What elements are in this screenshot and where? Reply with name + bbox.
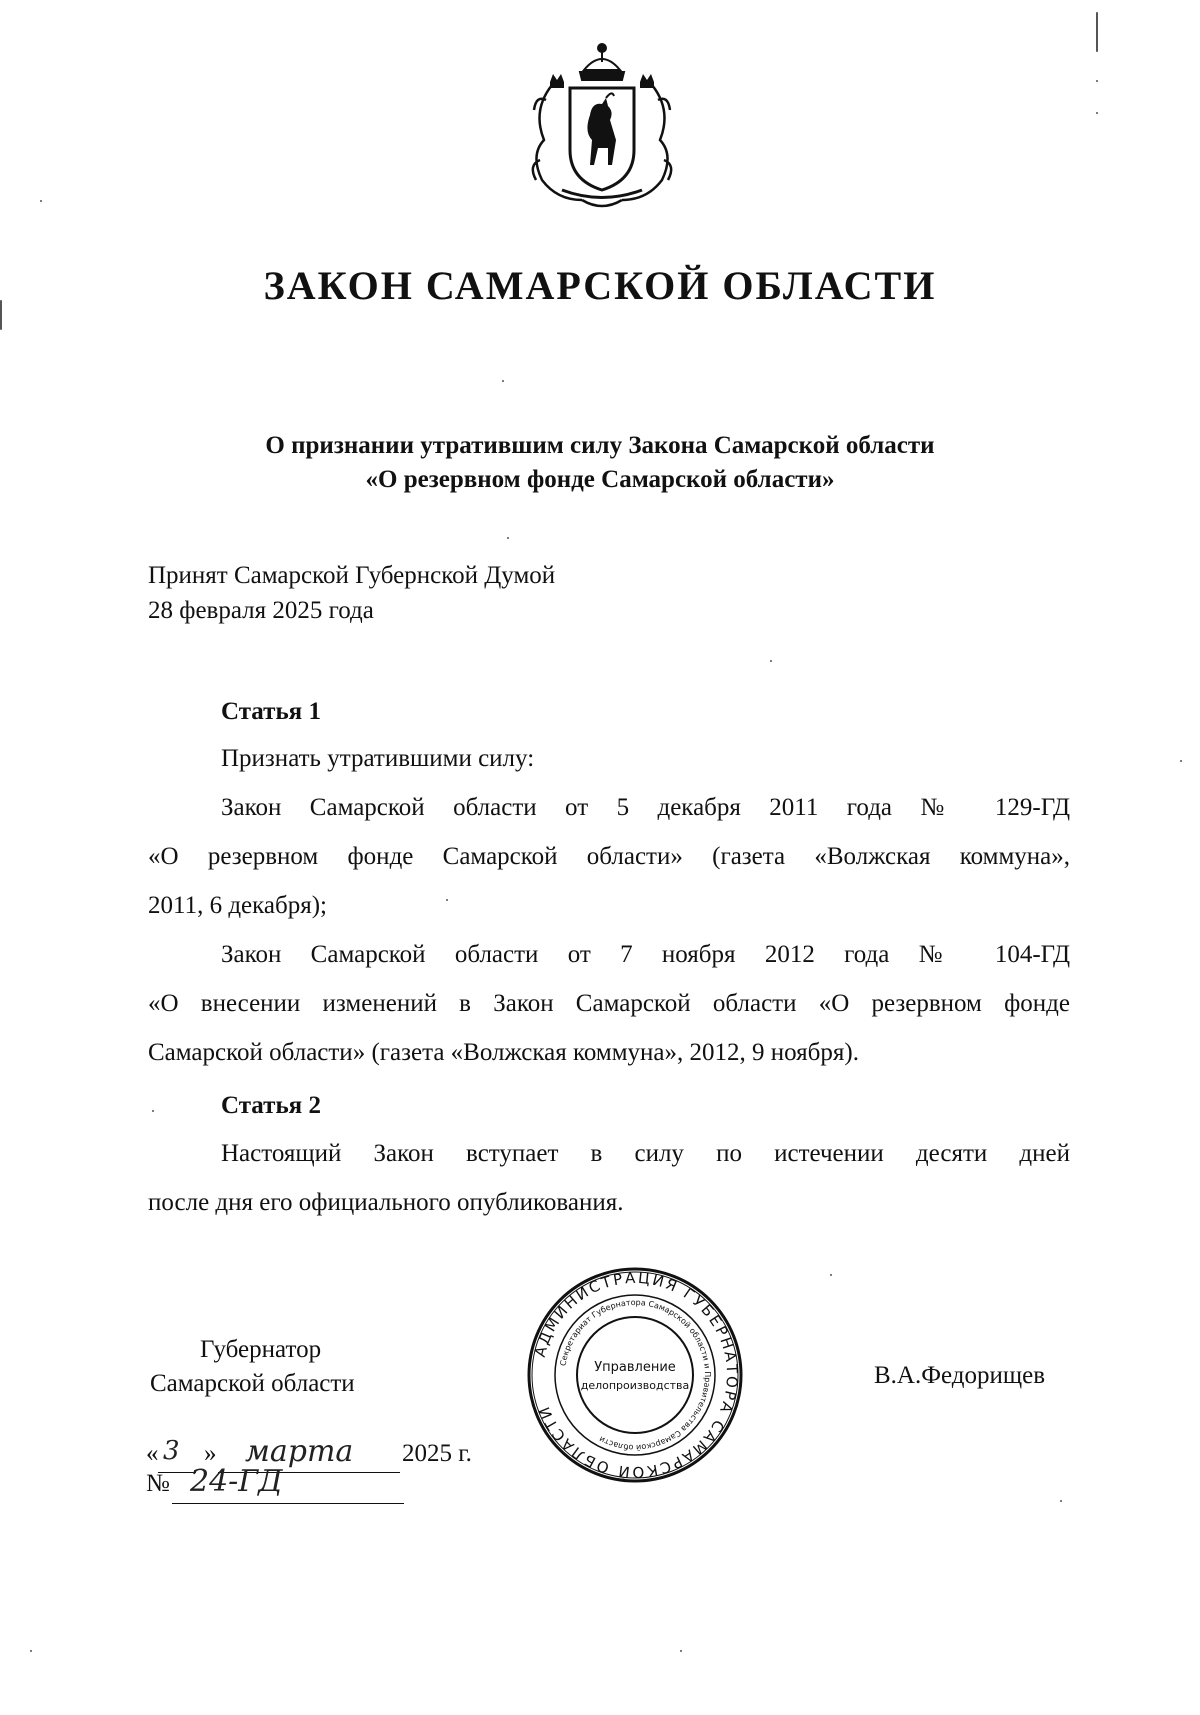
article1-item2-line3: Самарской области» (газета «Волжская коммуна», 2012, 9 ноября). [148,1039,859,1066]
scan-speck [770,660,772,662]
stamp-inner-ring-text: Секретариат Губернатора Самарской области и Правительства Самарской области [558,1297,713,1453]
handwritten-date-day: 3 [163,1436,180,1466]
article2-line2: после дня его официального опубликования. [148,1189,624,1216]
scan-speck [40,200,42,202]
law-subject-line2: «О резервном фонде Самарской области» [365,466,835,493]
stamp-center-line1: Управление [594,1360,676,1375]
coat-of-arms-icon [522,40,682,215]
scan-speck [830,1274,832,1276]
article2-line1: Настоящий Закон вступает в силу по истечении десяти дней [221,1140,1070,1167]
official-seal-stamp [525,1265,745,1485]
law-subject-line1: О признании утратившим силу Закона Самарской области [265,432,935,459]
article1-item1-line2: «О резервном фонде Самарской области» (газета «Волжская коммуна», [148,843,1070,870]
date-open-quote: « [146,1440,159,1467]
scan-speck [680,1650,682,1652]
stamp-outer-ring-text: АДМИНИСТРАЦИЯ ГУБЕРНАТОРА САМАРСКОЙ ОБЛАСТИ [530,1268,742,1482]
article1-intro: Признать утратившими силу: [221,745,535,772]
article1-heading: Статья 1 [221,698,321,725]
scan-speck [1180,760,1182,762]
signatory-position-line1: Губернатор [200,1336,322,1363]
adoption-date: 28 февраля 2025 года [148,597,374,624]
number-underline [172,1503,404,1504]
date-year: 2025 г. [402,1440,472,1467]
scan-speck [502,380,504,382]
article1-item1-line3: 2011, 6 декабря); [148,892,327,919]
article2-heading: Статья 2 [221,1092,321,1119]
handwritten-date-month: марта [245,1434,354,1469]
signatory-name: В.А.Федорищев [874,1362,1045,1389]
signatory-position-line2: Самарской области [150,1370,355,1397]
scan-speck [1060,1500,1062,1502]
number-sign: № [146,1470,170,1497]
scan-speck [446,899,448,901]
handwritten-law-number: 24-ГД [190,1464,283,1499]
scan-speck [152,1110,154,1112]
stamp-center-line2: делопроизводства [580,1379,690,1392]
date-close-quote: » [204,1440,217,1467]
article1-item1-line1: Закон Самарской области от 5 декабря 2011 года № 129-ГД [221,794,1070,821]
law-title: ЗАКОН САМАРСКОЙ ОБЛАСТИ [263,263,937,308]
scan-margin-mark [1096,12,1098,52]
article1-item2-line1: Закон Самарской области от 7 ноября 2012 года № 104-ГД [221,941,1070,968]
adoption-line1: Принят Самарской Губернской Думой [148,562,556,589]
scan-speck [30,1650,32,1652]
scan-speck [1096,80,1098,82]
article1-item2-line2: «О внесении изменений в Закон Самарской области «О резервном фонде [148,990,1070,1017]
scan-speck [507,537,509,539]
scan-margin-mark [0,300,2,330]
scan-speck [1096,112,1098,114]
